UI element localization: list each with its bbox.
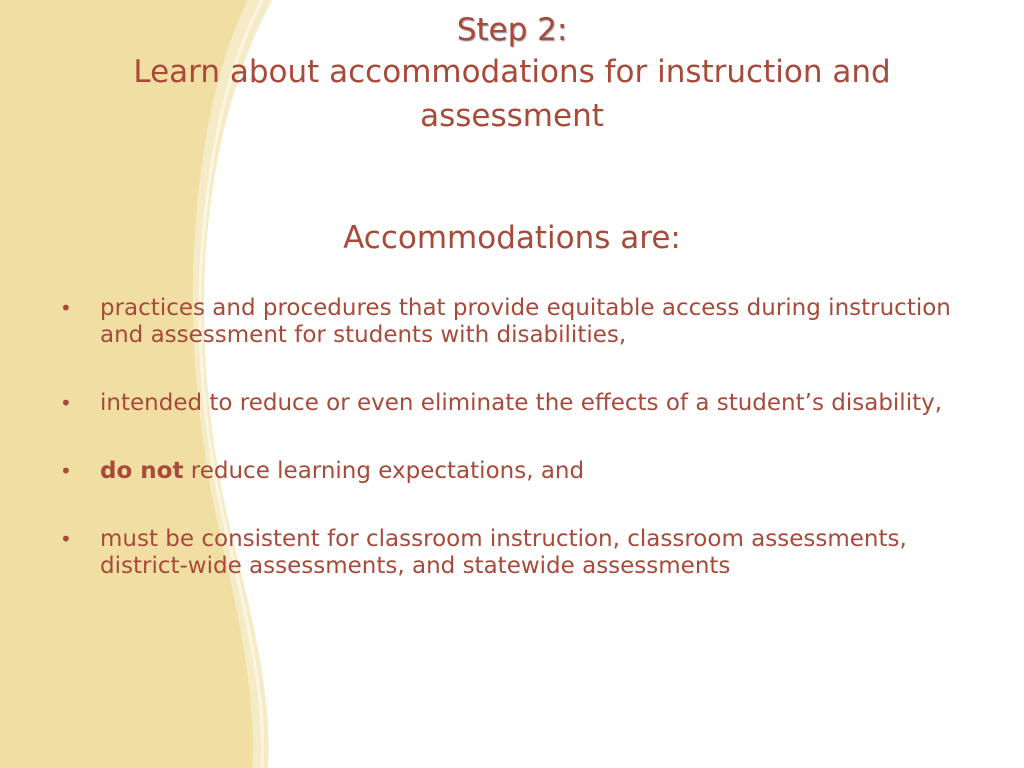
title-main: Learn about accommodations for instruction and assessment <box>133 54 891 134</box>
bullet-item <box>56 526 956 580</box>
bullet-icon: • <box>60 459 72 483</box>
slide-title <box>60 10 964 138</box>
bullet-text: intended to reduce or even eliminate the effects of a student’s disability, <box>100 390 943 416</box>
bullet-item <box>56 295 956 349</box>
bullet-text: reduce learning expectations, and <box>183 458 585 484</box>
bullet-item <box>56 390 956 417</box>
bullet-icon: • <box>60 296 72 320</box>
bullet-icon: • <box>60 391 72 415</box>
bullet-text: practices and procedures that provide equitable access during instruction and assessment for students with disabilities, <box>100 295 951 348</box>
bullet-icon: • <box>60 527 72 551</box>
subheading: Accommodations are: <box>343 220 681 256</box>
bullet-emphasis: do not <box>100 458 184 484</box>
bullet-item <box>56 458 956 485</box>
bullet-list <box>56 295 956 580</box>
bullet-text: must be consistent for classroom instruction, classroom assessments, district-wide assessments, and statewide assessments <box>100 526 907 579</box>
title-step: Step 2: <box>456 12 568 48</box>
